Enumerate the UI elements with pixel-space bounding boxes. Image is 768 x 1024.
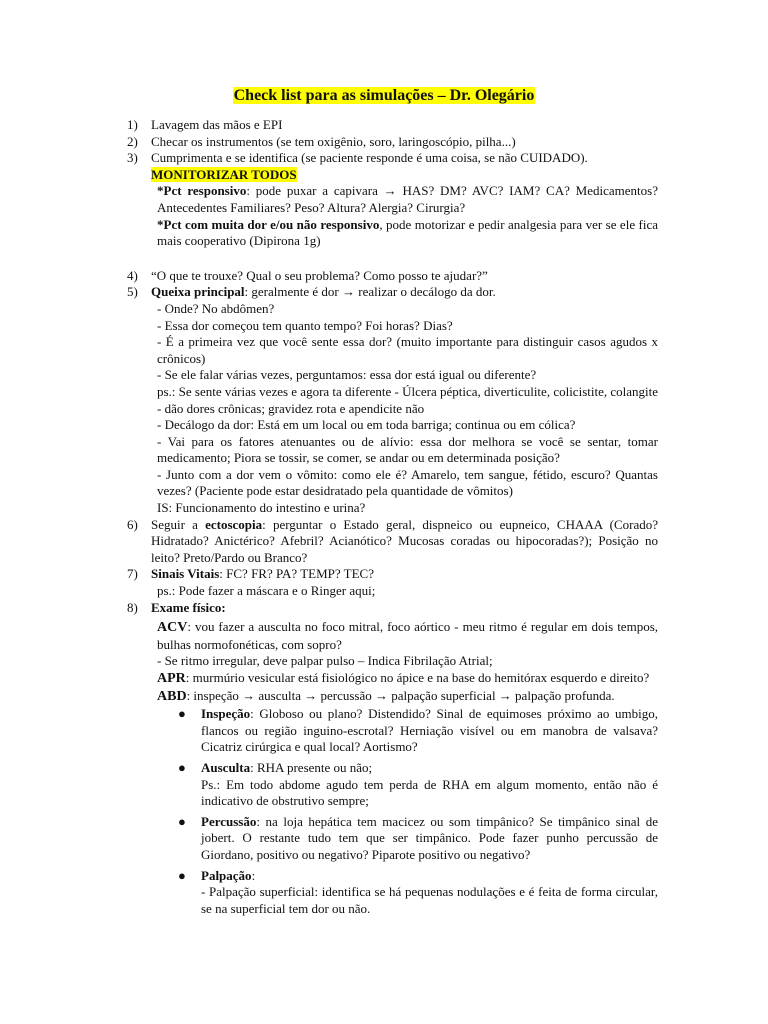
bullet-note: Ps.: Em todo abdome agudo tem perda de RHA em algum momento, então não é indicativo de obstrutivo sempre; [201,776,658,809]
bullet-text: : [251,867,256,883]
item-number: 3) [127,150,138,166]
item-number: 2) [127,133,138,149]
item-text: Cumprimenta e se identifica (se paciente responde é uma coisa, se não CUIDADO). [151,150,588,166]
list-item-8 [127,600,658,918]
bullet-note: - Palpação superficial: identifica se há pequenas nodulações e é feita de forma circular, se na superficial tem dor ou não. [201,884,658,916]
vitals-note: ps.: Pode fazer a máscara e o Ringer aqui; [157,583,376,599]
pain-question: - Essa dor começou tem quanto tempo? Foi horas? Dias? [157,317,453,333]
list-item-7 [127,566,658,599]
pain-question: - Onde? No abdômen? [157,300,275,316]
exam-label: APR [157,671,186,686]
bullet-icon: ● [178,867,186,883]
item-text: Checar os instrumentos (se tem oxigênio, soro, laringoscópio, pilha...) [151,133,516,149]
item-text: : FC? FR? PA? TEMP? TEC? [219,566,374,582]
bullet-palpacao [151,868,658,918]
note-text: : pode puxar a capivara → HAS? DM? AVC? IAM? CA? Medicamentos? Antecedentes Familiares? Peso? Altura? Alergia? Cirurgia? [157,183,658,215]
pain-question: - Se ele falar várias vezes, perguntamos: essa dor está igual ou diferente? [157,367,537,383]
item-text: : geralmente é dor → realizar o decálogo da dor. [244,284,496,300]
bullet-label: Percussão [201,813,257,829]
exam-acv-note [151,653,658,670]
bullet-label: Ausculta [201,759,251,775]
item-text: : perguntar o Estado geral, dispneico ou eupneico, CHAAA (Corado? Hidratado? Anictérico? Afebril? Acianótico? Mucosas coradas ou hipocoradas?); Posição no leito? Preto/Pardo ou Branco? [151,516,658,565]
page-title: Check list para as simulações – Dr. Olegário [233,87,535,104]
note-label: *Pct responsivo [157,183,247,199]
note-label: *Pct com muita dor e/ou não responsivo [157,216,380,232]
spacer [127,250,658,268]
title-block [0,86,768,106]
exam-abd [151,688,658,706]
bullet-ausculta [151,760,658,810]
checklist [127,117,658,921]
pain-question: - Vai para os fatores atenuantes ou de alívio: essa dor melhora se você se sentar, tomar medicamento; Piora se tossir, se comer, se andar ou em determinada posição? [157,433,658,466]
nonresponsive-patient-note [151,217,658,250]
responsive-patient-note [151,183,658,216]
item-number: 4) [127,267,138,283]
exam-acv [151,619,658,653]
pain-question: - Decálogo da dor: Está em um local ou em toda barriga; continua ou em cólica? [157,417,576,433]
item-number: 7) [127,566,138,582]
bullet-label: Inspeção [201,706,251,722]
bullet-icon: ● [178,706,186,722]
bullet-icon: ● [178,759,186,775]
bullet-percussao [151,814,658,864]
pain-question: - É a primeira vez que você sente essa dor? (muito importante para distinguir casos agudos x crônicos) [157,334,658,366]
bullet-text: : Globoso ou plano? Distendido? Sinal de equimoses próximo ao umbigo, flancos ou região inguino-escrotal? Herniação visível ou em manobra de valsava? Cicatriz cirúrgica e qual local? Aortismo? [201,706,658,755]
exam-text: - Se ritmo irregular, deve palpar pulso – Indica Fibrilação Atrial; [157,653,493,669]
item-number: 8) [127,599,138,615]
exam-text: : murmúrio vesicular está fisiológico no ápice e na base do hemitórax esquerdo e direito? [185,670,650,685]
exam-text: : inspeção → ausculta → percussão → palpação superficial → palpação profunda. [186,687,615,703]
bullet-inspecao [151,706,658,756]
note-text: , pode motorizar e pedir analgesia para ver se ele fica mais cooperativo (Dipirona 1g) [157,216,658,249]
pain-question: - Junto com a dor vem o vômito: como ele é? Amarelo, tem sangue, fétido, escuro? Quantas vezes? (Paciente pode estar desidratado pela quantidade de vômitos) [157,466,658,499]
item-heading: ectoscopia [205,516,263,532]
list-item-3 [127,150,658,250]
item-heading: Exame físico: [151,599,226,615]
item-number: 6) [127,516,138,532]
exam-label: ABD [157,688,187,704]
list-item-1 [127,117,658,134]
bullet-text: : na loja hepática tem macicez ou som timpânico? Se timpânico sinal de jobert. O restante tudo tem que ser timpânico. Pode fazer punho percussão de Giordano, positivo ou negativo? Piparote positivo ou negativo? [201,813,658,862]
item-text: Lavagem das mãos e EPI [151,117,283,132]
list-item-4 [127,268,658,285]
item-text: “O que te trouxe? Qual o seu problema? Como posso te ajudar?” [151,267,488,283]
bullet-text: : RHA presente ou não; [250,759,373,775]
list-item-2 [127,134,658,151]
exam-text: : vou fazer a ausculta no foco mitral, foco aórtico - meu ritmo é regular em dois tempos, bulhas normofonéticas, com sopro? [157,619,658,652]
highlighted-instruction: MONITORIZAR TODOS [151,166,297,182]
exam-label: ACV [157,620,188,636]
list-item-5 [127,284,658,516]
item-number: 1) [127,117,138,132]
pain-note: IS: Funcionamento do intestino e urina? [157,500,366,516]
list-item-6 [127,517,658,567]
item-prefix: Seguir a [151,516,206,532]
abdominal-exam-list [151,706,658,917]
bullet-label: Palpação [201,867,252,883]
exam-apr [151,670,658,688]
item-heading: Sinais Vitais [151,566,220,582]
item-heading: Queixa principal [151,284,245,300]
bullet-icon: ● [178,813,186,829]
pain-note: ps.: Se sente várias vezes e agora ta diferente - Úlcera péptica, diverticulite, colicistite, colangite - dão dores crônicas; gravidez rota e apendicite não [157,383,659,416]
item-number: 5) [127,284,138,300]
